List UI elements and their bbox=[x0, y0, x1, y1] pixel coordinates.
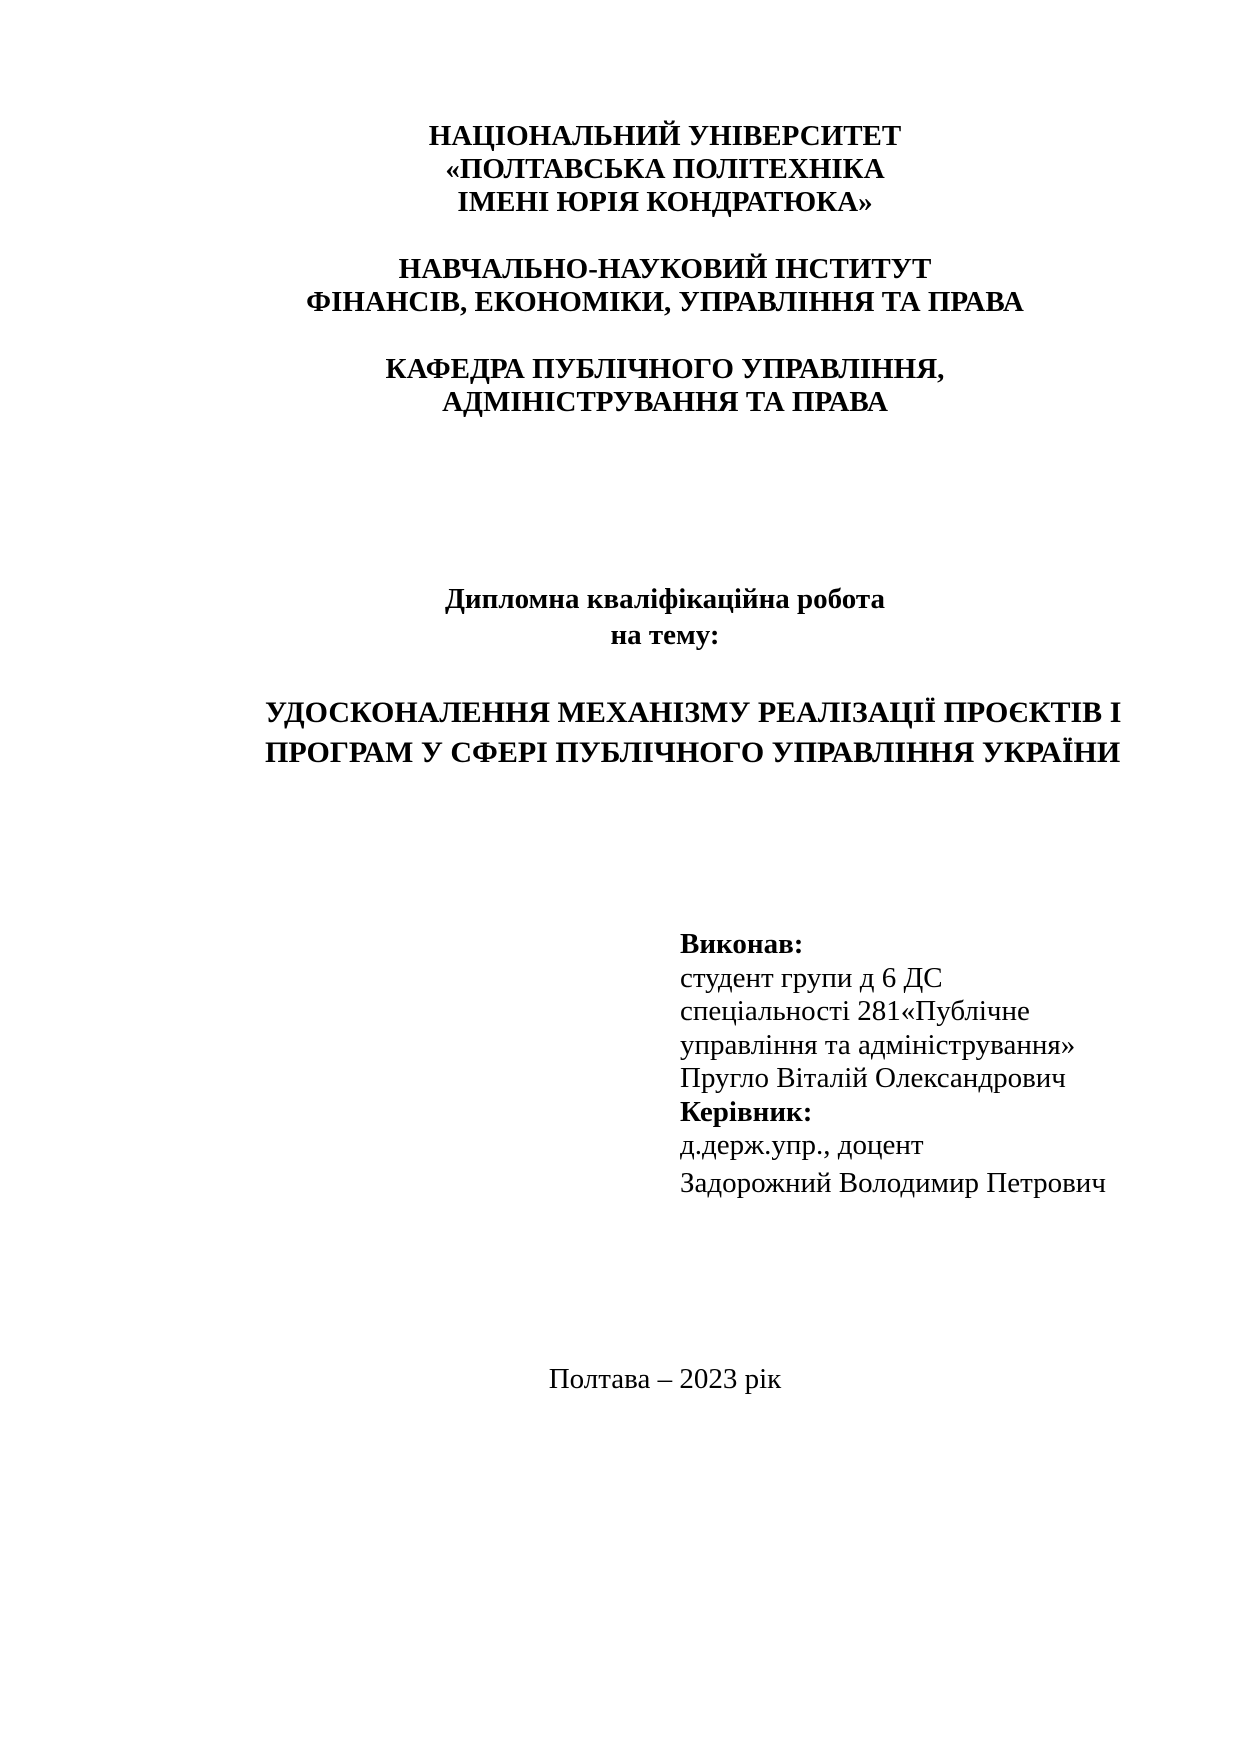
topic-line: ПРОГРАМ У СФЕРІ ПУБЛІЧНОГО УПРАВЛІННЯ УКРАЇНИ bbox=[265, 736, 1121, 769]
author-line: студент групи д 6 ДС bbox=[680, 961, 943, 994]
university-line: НАЦІОНАЛЬНИЙ УНІВЕРСИТЕТ bbox=[428, 120, 902, 152]
author-name: Пругло Віталій Олександрович bbox=[680, 1062, 1066, 1094]
work-type bbox=[265, 581, 1065, 653]
author-line: спеціальності 281«Публічне bbox=[680, 995, 1030, 1027]
institute-line: ФІНАНСІВ, ЕКОНОМІКИ, УПРАВЛІННЯ ТА ПРАВА bbox=[306, 286, 1024, 318]
department-line: КАФЕДРА ПУБЛІЧНОГО УПРАВЛІННЯ, bbox=[385, 353, 945, 385]
city-year bbox=[265, 1363, 1065, 1396]
author-label: Виконав: bbox=[680, 928, 804, 960]
institute-line: НАВЧАЛЬНО-НАУКОВИЙ ІНСТИТУТ bbox=[398, 253, 932, 285]
supervisor-name: Задорожний Володимир Петрович bbox=[680, 1166, 1106, 1199]
university-line: «ПОЛТАВСЬКА ПОЛІТЕХНІКА bbox=[445, 153, 885, 185]
work-type-line: Дипломна кваліфікаційна робота bbox=[444, 583, 886, 615]
university-line: ІМЕНІ ЮРІЯ КОНДРАТЮКА» bbox=[457, 186, 873, 218]
supervisor-line: д.держ.упр., доцент bbox=[680, 1129, 924, 1161]
topic-line: УДОСКОНАЛЕННЯ МЕХАНІЗМУ РЕАЛІЗАЦІЇ ПРОЄКТІВ І bbox=[265, 696, 1122, 729]
author-supervisor-block bbox=[680, 928, 1106, 1200]
department-name bbox=[265, 353, 1065, 419]
supervisor-label: Керівник: bbox=[680, 1095, 813, 1128]
university-name bbox=[265, 120, 1065, 219]
institute-name bbox=[265, 253, 1065, 319]
work-type-line: на тему: bbox=[610, 619, 720, 651]
footer-text: Полтава – 2023 рік bbox=[548, 1363, 782, 1395]
thesis-topic bbox=[265, 693, 1122, 773]
author-line: управління та адміністрування» bbox=[680, 1028, 1076, 1061]
department-line: АДМІНІСТРУВАННЯ ТА ПРАВА bbox=[442, 386, 888, 418]
